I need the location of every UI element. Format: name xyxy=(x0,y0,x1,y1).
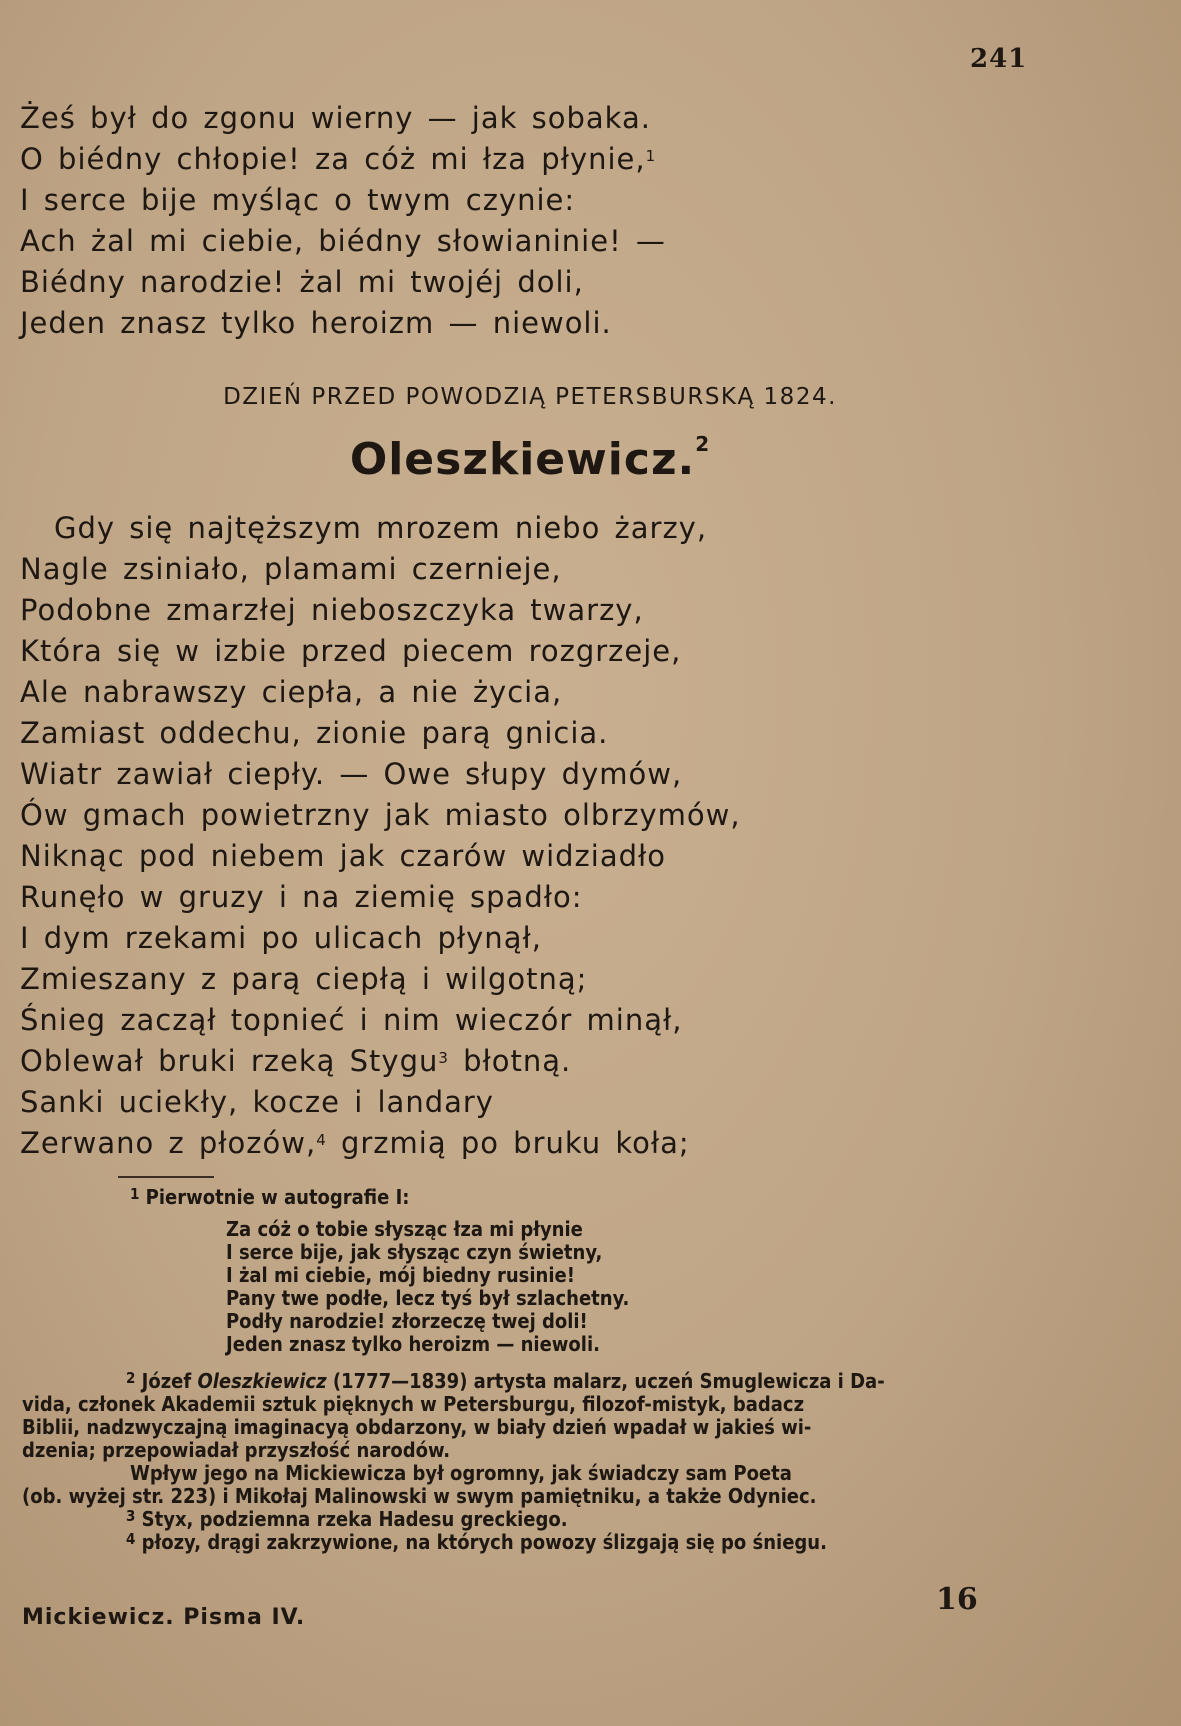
poem-line-tail: błotną. xyxy=(448,1044,572,1078)
poem-line-tail: grzmią po bruku koła; xyxy=(326,1126,690,1160)
footnote-text: Józef xyxy=(141,1369,198,1393)
footnote-3 xyxy=(22,1508,1042,1531)
footnote-text: Pierwotnie w autografie I: xyxy=(145,1185,410,1209)
poem-line: Podobne zmarzłej nieboszczyka twarzy, xyxy=(20,593,644,627)
poem-line: Która się w izbie przed piecem rozgrzeje, xyxy=(20,634,682,668)
quote-line: Podły narodzie! złorzeczę twej doli! xyxy=(226,1309,588,1333)
quote-line: I serce bije, jak słysząc czyn świetny, xyxy=(226,1240,603,1264)
footnote-name-italic: Oleszkiewicz xyxy=(197,1369,327,1393)
footnote-1 xyxy=(22,1186,1042,1209)
footnote-line: dzenia; przepowiadał przyszłość narodów. xyxy=(22,1438,451,1462)
poem-line: Nagle zsiniało, plamami czernieje, xyxy=(20,552,562,586)
poem-line: Gdy się najtęższym mrozem niebo żarzy, xyxy=(54,511,708,545)
footnote-2-first-line xyxy=(22,1370,1042,1393)
poem-line: Zamiast oddechu, zionie parą gnicia. xyxy=(20,716,609,750)
quote-line: Jeden znasz tylko heroizm — niewoli. xyxy=(226,1332,600,1356)
poem-line xyxy=(20,139,1120,180)
quote-line: Pany twe podłe, lecz tyś był szlachetny. xyxy=(226,1286,630,1310)
poem-line: I serce bije myśląc o twym czynie: xyxy=(20,183,576,217)
footnote-ref: 1 xyxy=(645,147,657,165)
footnote-1-intro xyxy=(22,1186,1042,1209)
section-title-text: Oleszkiewicz. xyxy=(349,434,696,485)
poem-line: Zmieszany z parą ciepłą i wilgotną; xyxy=(20,962,588,996)
footnote-mark: 1 xyxy=(130,1185,140,1203)
footnote-mark: 3 xyxy=(126,1507,136,1525)
footnote-divider xyxy=(118,1176,214,1178)
poem-line: Biédny narodzie! żal mi twojéj doli, xyxy=(20,265,584,299)
footnote-line: Biblii, nadzwyczajną imaginacyą obdarzony, w biały dzień wpadał w jakieś wi- xyxy=(22,1415,812,1439)
footnote-line: vida, członek Akademii sztuk pięknych w Petersburgu, filozof-mistyk, badacz xyxy=(22,1392,805,1416)
footnote-ref: 3 xyxy=(438,1049,449,1067)
poem-line xyxy=(20,1041,1120,1082)
poem-line: Sanki uciekły, kocze i landary xyxy=(20,1085,494,1119)
footnote-4 xyxy=(22,1531,1042,1554)
quote-line: I żal mi ciebie, mój biedny rusinie! xyxy=(226,1263,575,1287)
poem-line: Wiatr zawiał ciepły. — Owe słupy dymów, xyxy=(20,757,683,791)
signature-mark: 16 xyxy=(936,1582,978,1617)
poem-line-text: Zerwano z płozów, xyxy=(20,1126,317,1160)
poem-oleszkiewicz xyxy=(20,508,1120,1164)
page-number: 241 xyxy=(970,44,1028,74)
running-footer: Mickiewicz. Pisma IV. xyxy=(22,1605,306,1630)
footnote-mark: 2 xyxy=(126,1369,136,1387)
footnote-line: Wpływ jego na Mickiewicza był ogromny, jak świadczy sam Poeta xyxy=(130,1461,792,1485)
poem-line: Ach żal mi ciebie, biédny słowianinie! — xyxy=(20,224,666,258)
quote-line: Za cóż o tobie słysząc łza mi płynie xyxy=(226,1217,583,1241)
poem-line: Niknąc pod niebem jak czarów widziadło xyxy=(20,839,667,873)
footnote-mark: 4 xyxy=(126,1530,136,1548)
poem-line: I dym rzekami po ulicach płynął, xyxy=(20,921,542,955)
footnote-text: Styx, podziemna rzeka Hadesu greckiego. xyxy=(141,1507,568,1531)
footnote-1-quote xyxy=(226,1218,1026,1356)
footnote-ref: 4 xyxy=(316,1131,327,1149)
footnote-text: (1777—1839) artysta malarz, uczeń Smuglewicza i Da- xyxy=(326,1369,885,1393)
footnote-text: płozy, drągi zakrzywione, na których powozy ślizgają się po śniegu. xyxy=(141,1530,827,1554)
poem-line-text: Oblewał bruki rzeką Stygu xyxy=(20,1044,439,1078)
poem-line: Śnieg zaczął topnieć i nim wieczór minął, xyxy=(20,1003,683,1037)
footnote-line: (ob. wyżej str. 223) i Mikołaj Malinowski w swym pamiętniku, a także Odyniec. xyxy=(22,1484,817,1508)
poem-line: Runęło w gruzy i na ziemię spadło: xyxy=(20,880,583,914)
poem-line: Jeden znasz tylko heroizm — niewoli. xyxy=(20,306,612,340)
footnote-ref: 2 xyxy=(695,432,711,456)
section-title xyxy=(0,434,1060,485)
poem-line: Żeś był do zgonu wierny — jak sobaka. xyxy=(20,101,651,135)
poem-line-text: O biédny chłopie! za cóż mi łza płynie, xyxy=(20,142,646,176)
footnote-2 xyxy=(22,1370,1042,1554)
poem-line: Ów gmach powietrzny jak miasto olbrzymów, xyxy=(20,798,741,832)
poem-stanza-ending xyxy=(20,98,1120,344)
poem-line: Ale nabrawszy ciepła, a nie życia, xyxy=(20,675,563,709)
section-subtitle: DZIEŃ PRZED POWODZIĄ PETERSBURSKĄ 1824. xyxy=(223,384,837,410)
poem-line xyxy=(20,1123,1120,1164)
